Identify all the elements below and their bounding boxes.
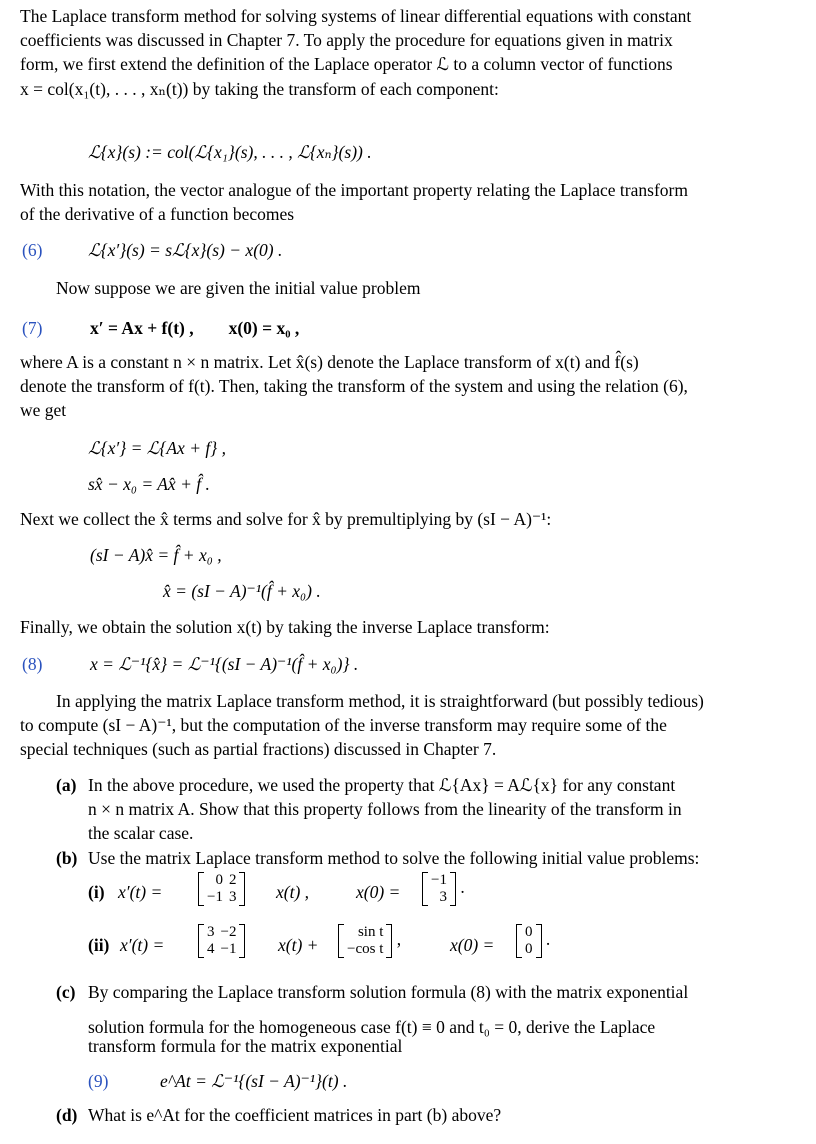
problem-ii-label: (ii)	[88, 935, 110, 955]
vector-cell: sin t	[357, 924, 384, 940]
problem-i-mid: x(t) ,	[276, 882, 310, 902]
matrix-cell: 0	[215, 872, 223, 888]
matrix-cell: 3	[228, 889, 237, 905]
part-a-line-1: In the above procedure, we used the property that ℒ{Ax} = Aℒ{x} for any constant	[88, 775, 676, 795]
equation-7: x′ = Ax + f(t) , x(0) = x₀ ,	[90, 318, 300, 338]
intro-line-2: coefficients was discussed in Chapter 7. To apply the procedure for equations given in matrix	[20, 30, 673, 50]
problem-i-label: (i)	[88, 882, 105, 902]
matrix-cell: −2	[220, 924, 237, 940]
part-b-label: (b)	[56, 848, 78, 868]
equation-8-number: (8)	[22, 654, 43, 674]
problem-i-lhs: x′(t) =	[118, 882, 163, 902]
paragraph-4-line-2: denote the transform of f(t). Then, taking the transform of the system and using the relation (6),	[20, 376, 688, 396]
equation-transform-1: ℒ{x′} = ℒ{Ax + f} ,	[88, 438, 226, 458]
paragraph-3: Now suppose we are given the initial value problem	[56, 278, 421, 298]
paragraph-5: Next we collect the x̂ terms and solve for x̂ by premultiplying by (sI − A)⁻¹:	[20, 509, 552, 529]
intro-line-3: form, we first extend the definition of the Laplace operator ℒ to a column vector of functions	[20, 54, 673, 74]
problem-ii-initial-lhs: x(0) =	[450, 935, 495, 955]
part-c-line-3: transform formula for the matrix exponential	[88, 1036, 403, 1056]
intro-line-4: x = col(x₁(t), . . . , xₙ(t)) by taking the transform of each component:	[20, 79, 499, 99]
part-a-line-2: n × n matrix A. Show that this property follows from the linearity of the transform in	[88, 799, 682, 819]
problem-ii-initial-vector: 0 0 .	[516, 924, 550, 958]
part-a-line-3: the scalar case.	[88, 823, 194, 843]
paragraph-6: Finally, we obtain the solution x(t) by taking the inverse Laplace transform:	[20, 617, 550, 637]
matrix-cell: −1	[207, 889, 223, 905]
part-b-line-1: Use the matrix Laplace transform method to solve the following initial value problems:	[88, 848, 700, 868]
problem-ii-forcing-vector: sin t −cos t ,	[338, 924, 401, 958]
part-c-line-2: solution formula for the homogeneous case f(t) ≡ 0 and t₀ = 0, derive the Laplace	[88, 1017, 656, 1037]
equation-7-number: (7)	[22, 318, 43, 338]
matrix-cell: 3	[207, 924, 215, 940]
problem-ii-lhs: x′(t) =	[120, 935, 165, 955]
matrix-cell: 2	[228, 872, 237, 888]
equation-9: e^At = ℒ⁻¹{(sI − A)⁻¹}(t) .	[160, 1071, 348, 1091]
equation-collect-1: (sI − A)x̂ = f̂ + x₀ ,	[90, 545, 222, 565]
paragraph-2-line-2: of the derivative of a function becomes	[20, 204, 295, 224]
problem-ii-mid: x(t) +	[278, 935, 319, 955]
equation-6: ℒ{x′}(s) = sℒ{x}(s) − x(0) .	[88, 240, 283, 260]
matrix-cell: −1	[220, 941, 237, 957]
equation-collect-2: x̂ = (sI − A)⁻¹(f̂ + x₀) .	[163, 581, 321, 601]
paragraph-2-line-1: With this notation, the vector analogue of the important property relating the Laplace transform	[20, 180, 688, 200]
problem-i-matrix	[198, 872, 245, 906]
equation-6-number: (6)	[22, 240, 43, 260]
equation-definition: ℒ{x}(s) := col(ℒ{x₁}(s), . . . , ℒ{xₙ}(s)) .	[88, 142, 372, 162]
intro-line-1: The Laplace transform method for solving systems of linear differential equations with constant	[20, 6, 692, 26]
equation-transform-2: sx̂ − x₀ = Ax̂ + f̂ .	[88, 474, 210, 494]
paragraph-7-line-3: special techniques (such as partial fractions) discussed in Chapter 7.	[20, 739, 497, 759]
part-c-line-1: By comparing the Laplace transform solution formula (8) with the matrix exponential	[88, 982, 689, 1002]
paragraph-7-line-1: In applying the matrix Laplace transform method, it is straightforward (but possibly tedious)	[56, 691, 704, 711]
part-a-label: (a)	[56, 775, 77, 795]
part-d-label: (d)	[56, 1105, 78, 1125]
vector-cell: −cos t	[347, 941, 384, 957]
vector-cell: 0	[525, 941, 533, 957]
part-c-label: (c)	[56, 982, 76, 1002]
part-d-text: What is e^At for the coefficient matrices in part (b) above?	[88, 1105, 502, 1125]
vector-cell: 0	[525, 924, 533, 940]
problem-ii-matrix	[198, 924, 245, 958]
vector-cell: 3	[439, 889, 447, 905]
vector-cell: −1	[431, 872, 447, 888]
matrix-cell: 4	[207, 941, 215, 957]
problem-i-initial-vector: −1 3 .	[422, 872, 465, 906]
problem-i-initial-lhs: x(0) =	[356, 882, 401, 902]
paragraph-4-line-3: we get	[20, 400, 67, 420]
equation-8: x = ℒ⁻¹{x̂} = ℒ⁻¹{(sI − A)⁻¹(f̂ + x₀)} .	[90, 654, 359, 674]
equation-9-number: (9)	[88, 1071, 109, 1091]
paragraph-7-line-2: to compute (sI − A)⁻¹, but the computation of the inverse transform may require some of the	[20, 715, 667, 735]
paragraph-4-line-1: where A is a constant n × n matrix. Let x̂(s) denote the Laplace transform of x(t) and f̂(s)	[20, 352, 639, 372]
